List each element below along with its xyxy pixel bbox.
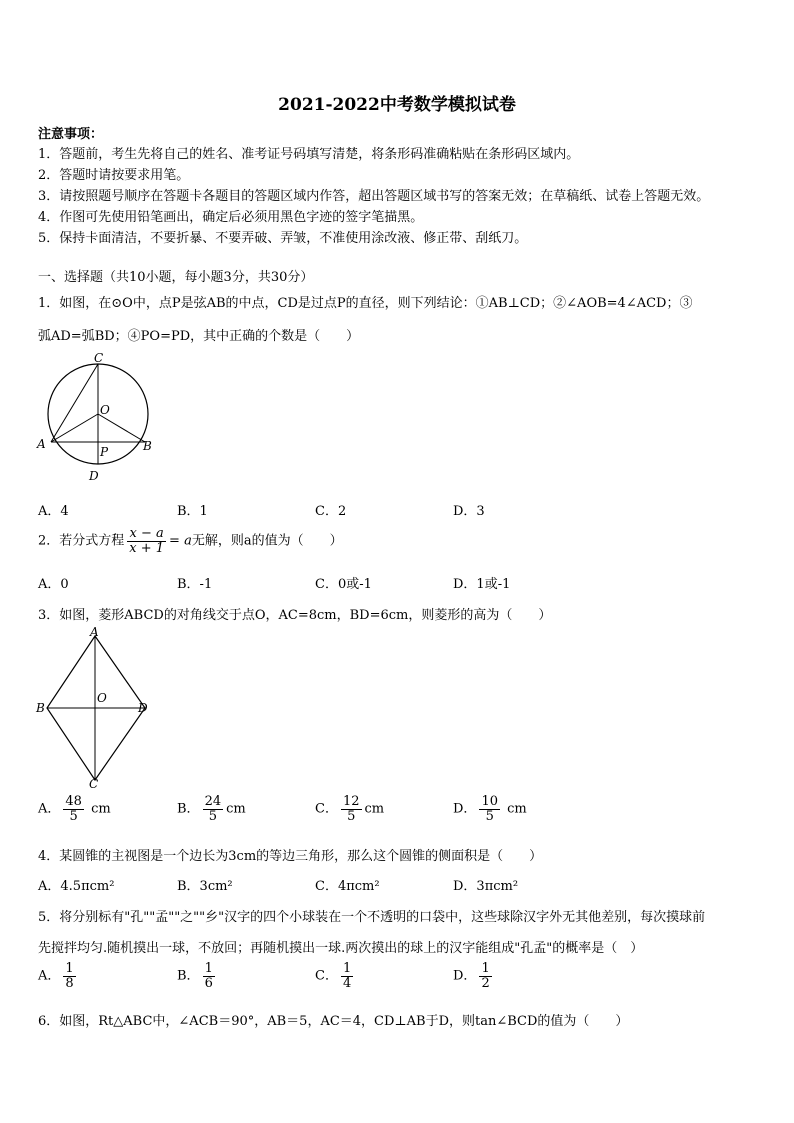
notice-item: 2．答题时请按要求用笔。 [38,168,190,183]
notice-item: 4．作图可先使用铅笔画出，确定后必须用黑色字迹的签字笔描黑。 [38,210,424,225]
label-d: D [138,701,148,715]
q2-numerator: x − a [127,527,166,542]
q5-option-b: B． $\frac{1}{6}$ [177,961,213,991]
notice-item: 3．请按照题号顺序在答题卡各题目的答题区域内作答，超出答题区域书写的答案无效；在草稿纸、试卷上答题无效。 [38,189,710,204]
label-a: A [90,625,99,639]
label-c: C [94,351,104,365]
notice-item: 1．答题前，考生先将自己的姓名、准考证号码填写清楚，将条形码准确粘贴在条形码区域内。 [38,147,580,162]
q2-fraction [127,527,166,555]
question-2 [38,527,343,555]
q4-option-b: B．3cm² [177,879,233,894]
q5-option-d: D． $\frac{1}{2}$ [453,961,490,991]
question-5-line-2: 先搅拌均匀.随机摸出一球，不放回；再随机摸出一球.两次摸出的球上的汉字能组成"孔孟"的概率是（ ） [38,941,644,956]
q1-option-b: B．1 [177,504,208,519]
question-5-line-1: 5．将分别标有"孔""孟""之""乡"汉字的四个小球装在一个不透明的口袋中，这些球除汉字外无其他差别，每次摸球前 [38,910,706,925]
notice-item: 5．保持卡面清洁，不要折暴、不要弄破、弄皱，不准使用涂改液、修正带、刮纸刀。 [38,231,528,246]
q1-option-a: A．4 [38,504,69,519]
q2-option-a: A．0 [38,577,69,592]
label-o: O [97,691,107,705]
circle-figure [30,348,160,488]
q3-option-a: A． $\frac{48}{5}$ cm [38,794,111,824]
q2-equals: = a [169,533,192,549]
q5-option-a: A． $\frac{1}{8}$ [38,961,74,991]
question-1-line-1: 1．如图，在⊙O中，点P是弦AB的中点，CD是过点P的直径，则下列结论：①AB⊥CD；②∠AOB=4∠ACD；③ [38,296,693,311]
label-b: B [36,701,45,715]
q2-option-c: C．0或-1 [315,577,372,592]
q1-option-d: D．3 [453,504,485,519]
q2-suffix: 无解，则a的值为（ ） [191,533,343,549]
label-a: A [37,437,46,451]
q1-option-c: C．2 [315,504,347,519]
q2-option-b: B．-1 [177,577,213,592]
q5-option-c: C． $\frac{1}{4}$ [315,961,352,991]
q3-option-b: B． $\frac{24}{5}$ cm [177,794,246,824]
page-title: 2021-2022中考数学模拟试卷 [278,95,516,115]
q4-option-a: A．4.5πcm² [38,879,115,894]
label-p: P [100,445,109,459]
q2-prefix: 2．若分式方程 [38,533,125,549]
segment-ac [51,364,98,442]
label-o: O [100,403,110,417]
q2-option-d: D．1或-1 [453,577,511,592]
question-1-line-2: 弧AD=弧BD；④PO=PD，其中正确的个数是（ ） [38,329,360,344]
segment-ao [51,414,98,442]
label-b: B [143,439,152,453]
label-d: D [89,469,99,483]
question-4: 4．某圆锥的主视图是一个边长为3cm的等边三角形，那么这个圆锥的侧面积是（ ） [38,849,543,864]
notice-heading: 注意事项： [38,127,104,142]
q2-denominator: x + 1 [129,540,165,556]
section-heading: 一、选择题（共10小题，每小题3分，共30分） [38,270,314,285]
rhombus-figure [30,624,160,792]
question-3: 3．如图，菱形ABCD的对角线交于点O，AC=8cm，BD=6cm，则菱形的高为（ ） [38,608,552,623]
q3-option-d: D． $\frac{10}{5}$ cm [453,794,527,824]
q4-option-c: C．4πcm² [315,879,380,894]
label-c: C [89,777,99,791]
q3-option-c: C． $\frac{12}{5}$ cm [315,794,385,824]
question-6: 6．如图，Rt△ABC中，∠ACB＝90°，AB＝5，AC＝4，CD⊥AB于D，则tan∠BCD的值为（ ） [38,1014,629,1029]
segment-bo [98,414,145,442]
q4-option-d: D．3πcm² [453,879,519,894]
